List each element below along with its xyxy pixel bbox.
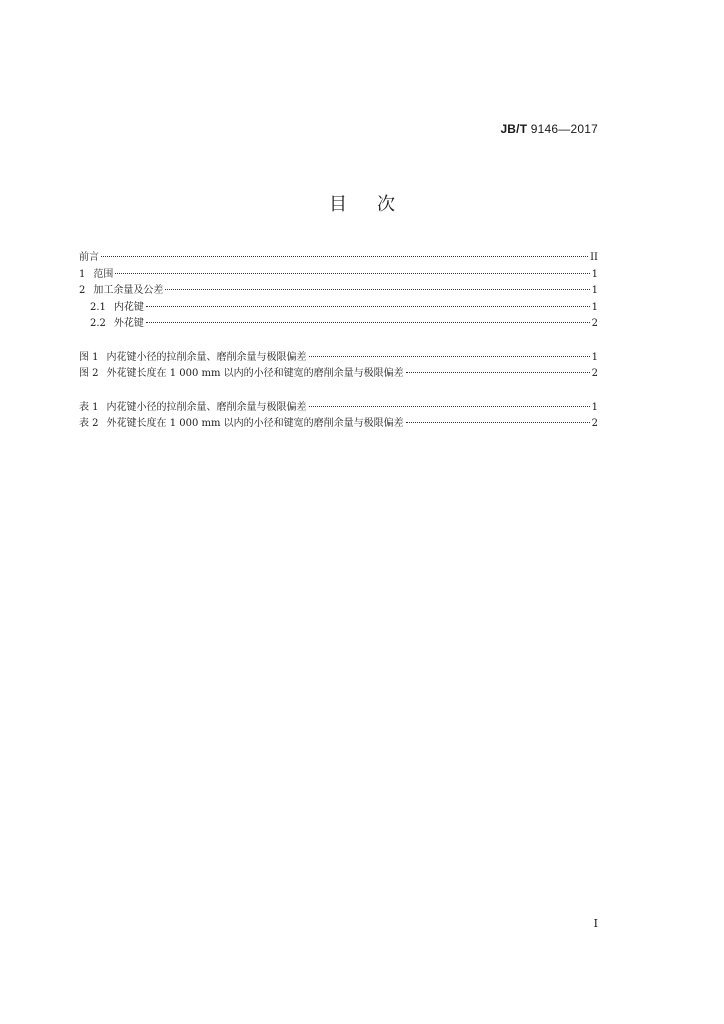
toc-entry-page: 1 — [591, 351, 598, 363]
page-number: I — [593, 917, 598, 930]
toc-entry-external-spline[interactable] — [79, 316, 598, 333]
toc-entry-table-1[interactable] — [79, 400, 598, 417]
toc-leader-dots — [165, 289, 589, 290]
toc-entry-foreword[interactable] — [79, 250, 598, 267]
toc-entry-number: 2 — [79, 285, 86, 296]
toc-entry-page: II — [590, 252, 598, 263]
toc-leader-dots — [146, 306, 590, 307]
toc-leader-dots — [146, 322, 590, 323]
standard-code-prefix: JB/T — [500, 122, 528, 136]
toc-leader-dots — [115, 273, 589, 274]
toc-entry-number: 表 1 — [79, 401, 99, 413]
toc-entry-label: 前言 — [79, 252, 99, 263]
toc-entry-number: 1 — [79, 268, 86, 280]
toc-entry-number: 2.2 — [90, 318, 106, 329]
toc-entry-label: 内花键 — [113, 301, 144, 313]
toc-leader-dots — [309, 356, 590, 357]
page-title: 目次 — [329, 194, 425, 215]
toc-entry-page: 1 — [591, 301, 598, 313]
toc-entry-figure-2[interactable] — [79, 366, 598, 383]
toc-spacer — [79, 383, 598, 400]
toc-leader-dots — [101, 256, 588, 257]
toc-entry-page: 1 — [591, 268, 598, 280]
toc-entry-page: 2 — [591, 318, 598, 329]
toc-spacer — [79, 333, 598, 350]
toc-leader-dots — [406, 372, 590, 373]
toc-entry-number: 图 1 — [79, 351, 99, 363]
standard-code-number: 9146—2017 — [530, 122, 598, 136]
toc-leader-dots — [309, 406, 590, 407]
toc-entry-number: 表 2 — [79, 418, 99, 429]
toc-leader-dots — [406, 422, 590, 423]
toc-entry-page: 2 — [591, 368, 598, 379]
toc-entry-label: 加工余量及公差 — [93, 285, 164, 296]
toc-entry-scope[interactable] — [79, 267, 598, 284]
standard-code — [500, 122, 598, 136]
toc-entry-label: 外花键长度在 1 000 mm 以内的小径和键宽的磨削余量与极限偏差 — [106, 368, 404, 379]
toc-entry-label: 范围 — [93, 268, 114, 280]
toc-entry-page: 2 — [591, 418, 598, 429]
toc-entry-internal-spline[interactable] — [79, 300, 598, 317]
toc-entry-page: 1 — [591, 401, 598, 413]
toc-entry-number: 图 2 — [79, 368, 99, 379]
toc-entry-figure-1[interactable] — [79, 350, 598, 367]
toc-entry-allowance[interactable] — [79, 283, 598, 300]
toc-entry-number: 2.1 — [90, 301, 106, 313]
toc-entry-table-2[interactable] — [79, 416, 598, 433]
toc-entry-label: 内花键小径的拉削余量、磨削余量与极限偏差 — [106, 401, 307, 413]
toc-entry-label: 外花键 — [113, 318, 144, 329]
toc-entry-label: 内花键小径的拉削余量、磨削余量与极限偏差 — [106, 351, 307, 363]
toc-entry-label: 外花键长度在 1 000 mm 以内的小径和键宽的磨削余量与极限偏差 — [106, 418, 404, 429]
toc-entry-page: 1 — [591, 285, 598, 296]
table-of-contents — [79, 250, 598, 433]
